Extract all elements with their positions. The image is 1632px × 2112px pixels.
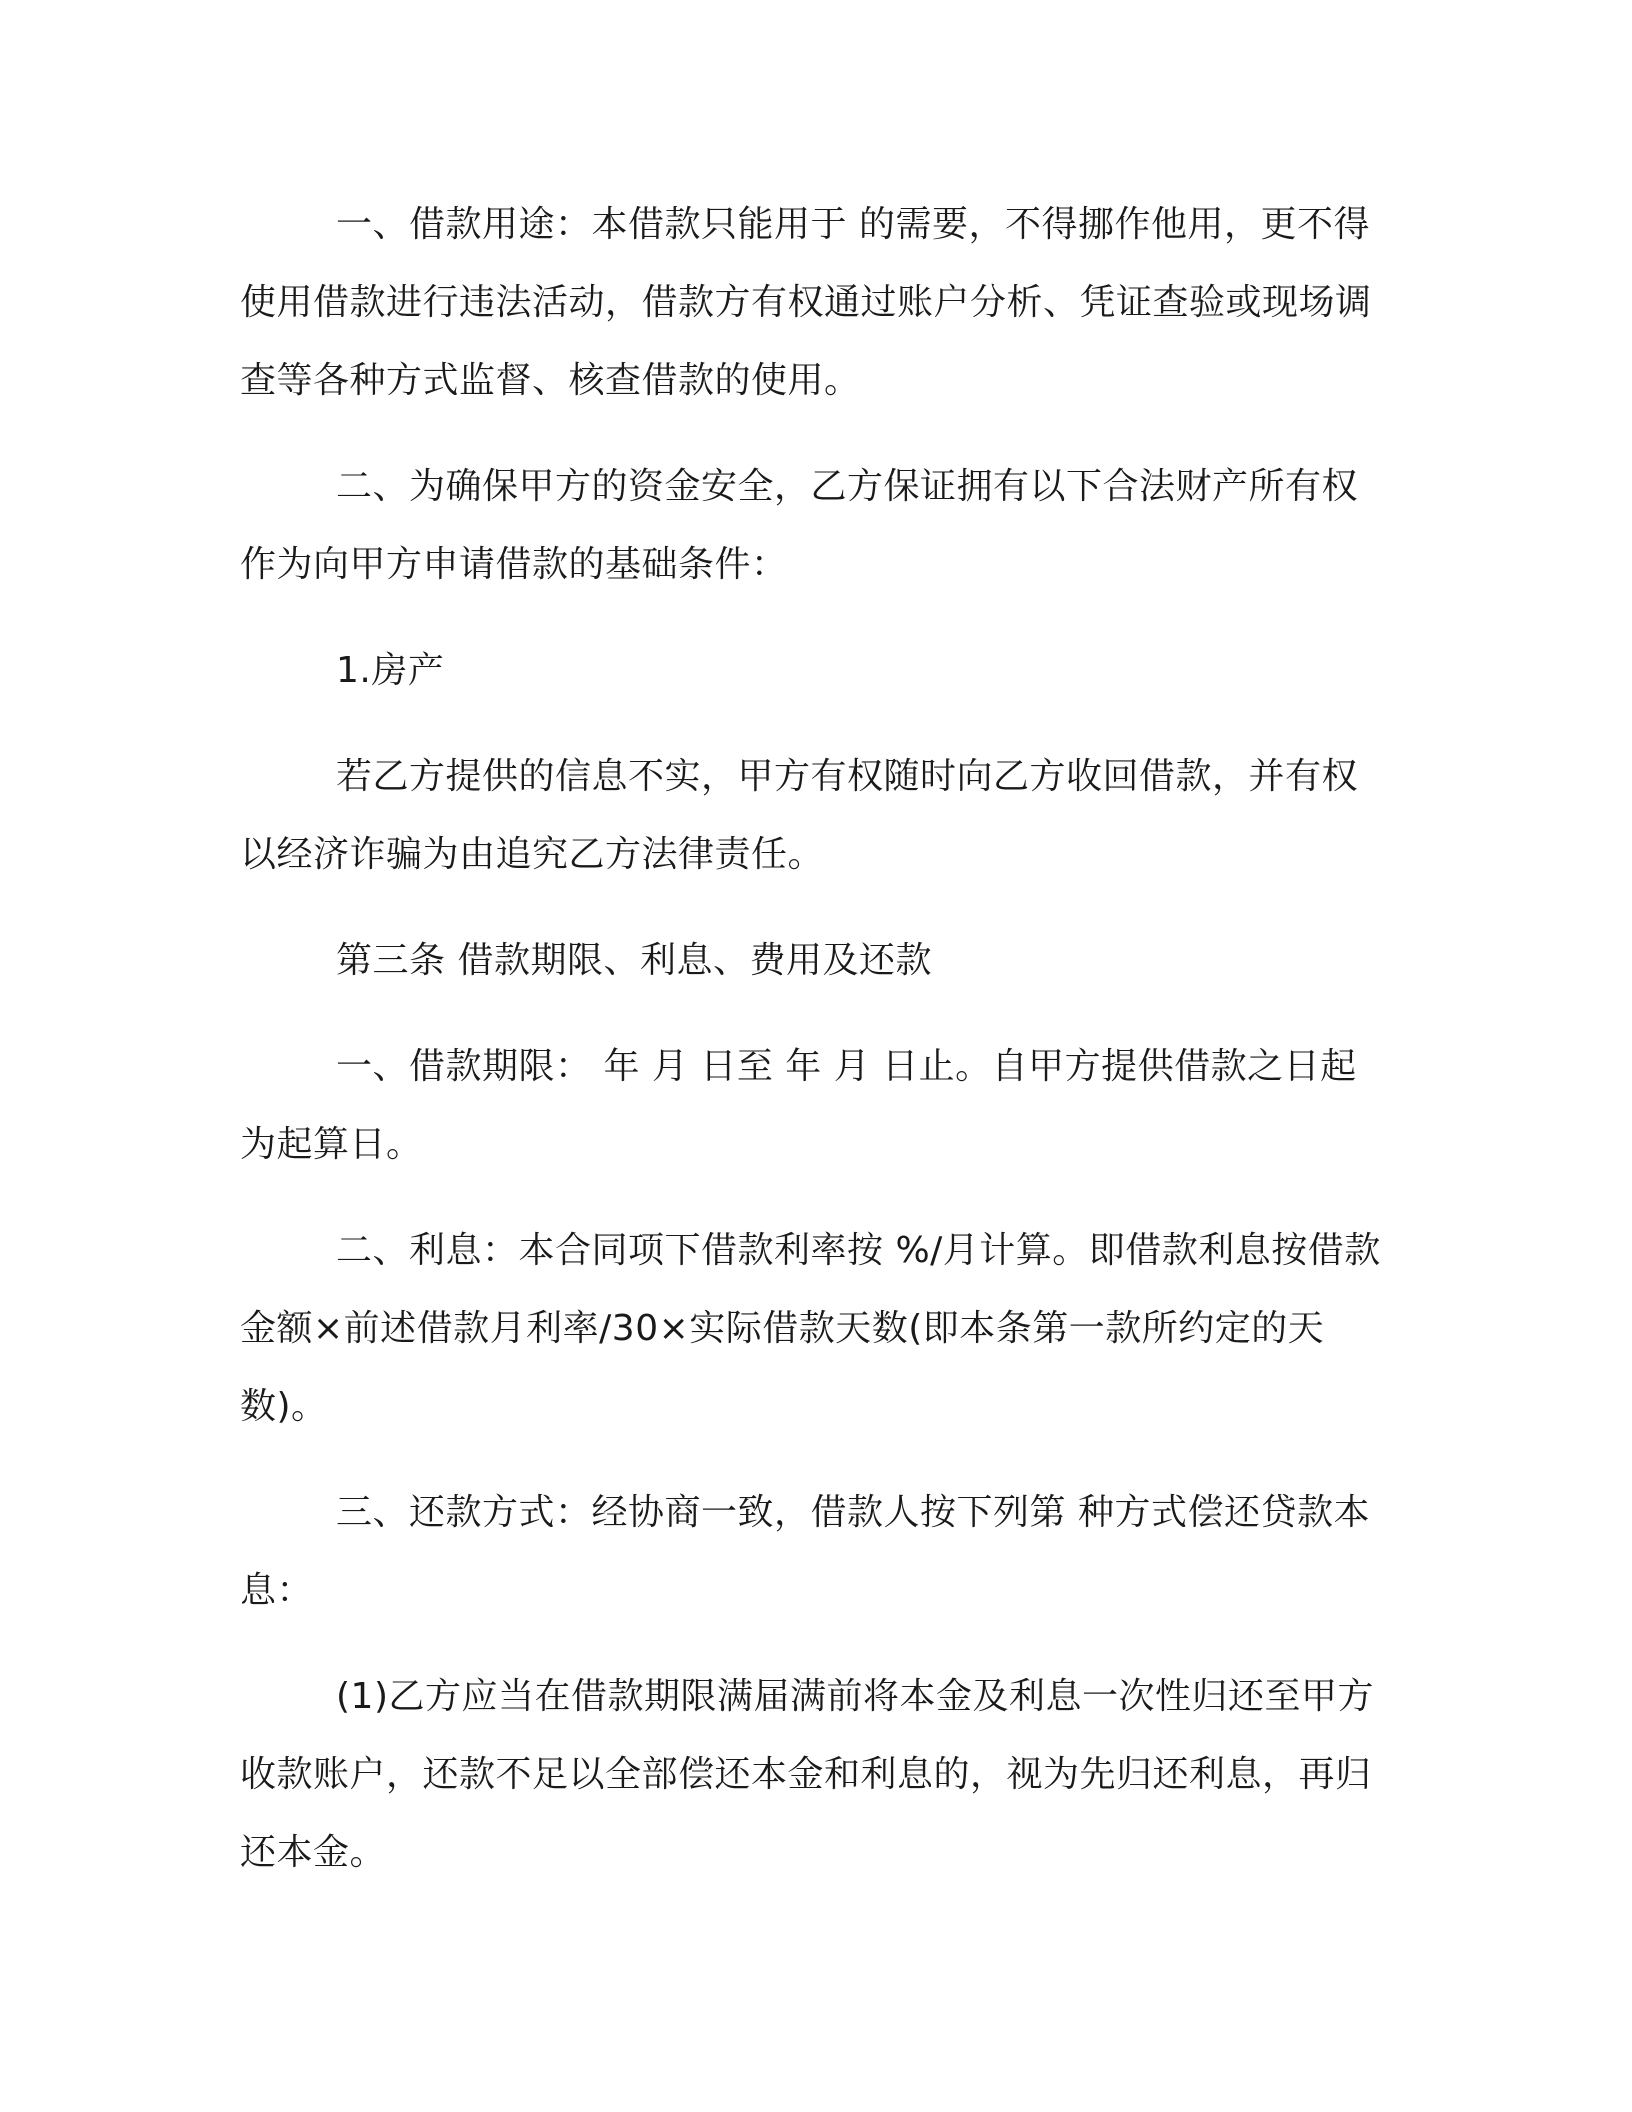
paragraph-loan-term: 一、借款期限： 年 月 日至 年 月 日止。自甲方提供借款之日起为起算日。 <box>240 1046 1357 1165</box>
paragraph-asset-guarantee: 二、为确保甲方的资金安全，乙方保证拥有以下合法财产所有权作为向甲方申请借款的基础条件： <box>240 466 1359 585</box>
section-heading-article-3: 第三条 借款期限、利息、费用及还款 <box>336 940 932 981</box>
paragraph-repayment-option-1: (1)乙方应当在借款期限满届满前将本金及利息一次性归还至甲方收款账户，还款不足以全部偿还本金和利息的，视为先归还利息，再归还本金。 <box>240 1676 1374 1873</box>
paragraph-false-info: 若乙方提供的信息不实，甲方有权随时向乙方收回借款，并有权以经济诈骗为由追究乙方法律责任。 <box>240 756 1359 875</box>
paragraph-property-item: 1.房产 <box>336 650 445 691</box>
paragraph-repayment-method: 三、还款方式：经协商一致，借款人按下列第 种方式偿还贷款本息： <box>240 1492 1370 1611</box>
paragraph-interest: 二、利息：本合同项下借款利率按 %/月计算。即借款利息按借款金额×前述借款月利率/30×实际借款天数(即本条第一款所约定的天数)。 <box>240 1230 1381 1427</box>
paragraph-loan-purpose: 一、借款用途：本借款只能用于 的需要，不得挪作他用，更不得使用借款进行违法活动，借款方有权通过账户分析、凭证查验或现场调查等各种方式监督、核查借款的使用。 <box>240 204 1372 401</box>
document-body <box>240 186 1390 1892</box>
